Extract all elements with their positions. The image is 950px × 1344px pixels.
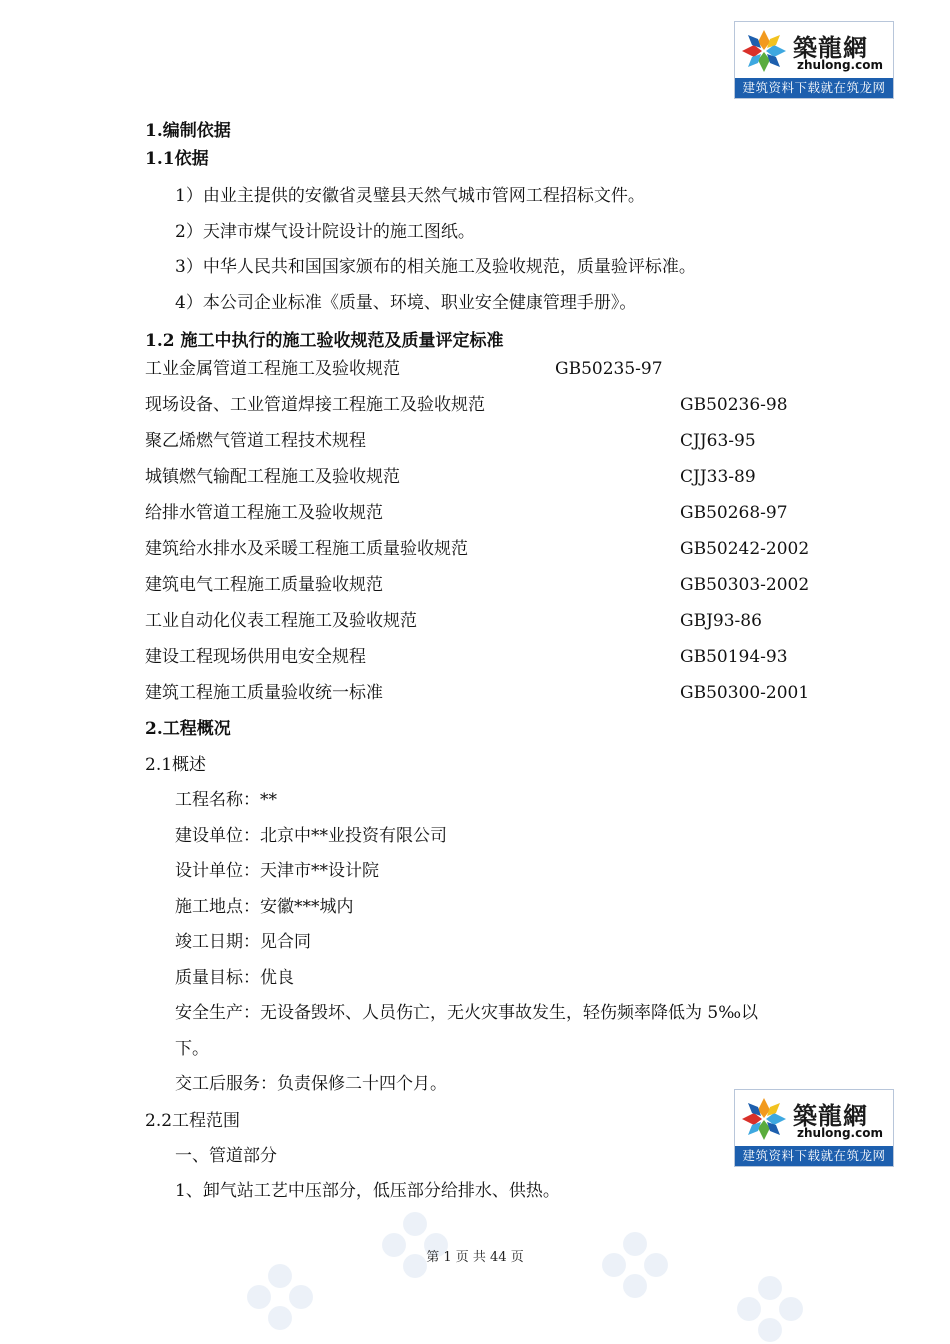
standard-code: CJJ63-95 (680, 431, 756, 451)
zhulong-flower-icon (739, 1096, 789, 1142)
overview-line: 工程名称：** (175, 790, 277, 810)
standard-row (145, 603, 825, 639)
section-2-title: 2.工程概况 (145, 719, 231, 739)
logo-slogan: 建筑资料下载就在筑龙网 (735, 1146, 893, 1166)
standard-row (145, 495, 825, 531)
basis-item: 3）中华人民共和国国家颁布的相关施工及验收规范，质量验评标准。 (175, 257, 696, 277)
standard-code: GBJ93-86 (680, 611, 762, 631)
page-footer: 第 1 页 共 44 页 (426, 1250, 524, 1265)
standard-name: 城镇燃气输配工程施工及验收规范 (145, 467, 400, 487)
watermark-flower-icon (380, 1210, 450, 1280)
basis-item: 1）由业主提供的安徽省灵璧县天然气城市管网工程招标文件。 (175, 186, 645, 206)
section-2-1-title: 2.1概述 (145, 755, 207, 775)
overview-line: 竣工日期：见合同 (175, 932, 311, 952)
watermark-flower-icon (735, 1274, 805, 1344)
overview-line: 设计单位：天津市**设计院 (175, 861, 379, 881)
watermark-flower-icon (245, 1262, 315, 1332)
overview-line: 质量目标：优良 (175, 967, 294, 988)
watermark-flower-icon (600, 1230, 670, 1300)
standard-code: CJJ33-89 (680, 467, 756, 487)
standard-name: 工业自动化仪表工程施工及验收规范 (145, 611, 417, 631)
logo-brand-text: 築龍網 (793, 33, 868, 62)
overview-line: 施工地点：安徽***城内 (175, 896, 354, 917)
section-1-1-title: 1.1依据 (145, 149, 209, 169)
logo-brand-text: 築龍網 (793, 1101, 868, 1130)
standard-name: 建设工程现场供用电安全规程 (145, 647, 366, 667)
zhulong-flower-icon (739, 28, 789, 74)
logo-site-url: zhulong.com (797, 1126, 883, 1140)
scope-part: 一、管道部分 (175, 1145, 277, 1166)
standard-name: 现场设备、工业管道焊接工程施工及验收规范 (145, 395, 485, 415)
standard-name: 建筑工程施工质量验收统一标准 (145, 683, 383, 703)
standard-row (145, 567, 825, 603)
standards-list (145, 351, 825, 711)
standard-code: GB50236-98 (680, 395, 788, 415)
standard-name: 建筑给水排水及采暖工程施工质量验收规范 (145, 539, 468, 559)
section-2-2-title: 2.2工程范围 (145, 1110, 241, 1131)
service-line: 交工后服务：负责保修二十四个月。 (175, 1074, 447, 1094)
standard-row (145, 531, 825, 567)
standard-row (145, 387, 825, 423)
standard-code: GB50268-97 (680, 503, 788, 523)
document-body (145, 117, 825, 1210)
logo-site-url: zhulong.com (797, 58, 883, 72)
overview-line: 建设单位：北京中**业投资有限公司 (175, 825, 447, 846)
logo-slogan: 建筑资料下载就在筑龙网 (735, 78, 893, 98)
zhulong-logo-top (734, 21, 894, 99)
basis-item: 4）本公司企业标准《质量、环境、职业安全健康管理手册》。 (175, 292, 637, 313)
standard-row (145, 639, 825, 675)
standard-name: 给排水管道工程施工及验收规范 (145, 503, 383, 523)
zhulong-logo-bottom (734, 1089, 894, 1167)
safety-line: 安全生产：无设备毁坏、人员伤亡，无火灾事故发生，轻伤频率降低为 5‰以 (175, 1003, 759, 1023)
standard-row (145, 423, 825, 459)
standard-code: GB50303-2002 (680, 575, 810, 595)
standard-name: 工业金属管道工程施工及验收规范 (145, 359, 400, 379)
section-1-2-title: 1.2 施工中执行的施工验收规范及质量评定标准 (145, 331, 504, 351)
standard-name: 聚乙烯燃气管道工程技术规程 (145, 431, 366, 451)
basis-item: 2）天津市煤气设计院设计的施工图纸。 (175, 221, 475, 242)
scope-item: 1、卸气站工艺中压部分，低压部分给排水、供热。 (175, 1181, 560, 1201)
safety-line-continued: 下。 (175, 1038, 209, 1059)
standard-code: GB50235-97 (555, 359, 663, 379)
standard-code: GB50194-93 (680, 647, 788, 667)
standard-code: GB50300-2001 (680, 683, 810, 703)
standard-row (145, 459, 825, 495)
standard-row (145, 351, 825, 387)
section-1-title: 1.编制依据 (145, 121, 231, 141)
standard-row (145, 675, 825, 711)
standard-name: 建筑电气工程施工质量验收规范 (145, 575, 383, 595)
standard-code: GB50242-2002 (680, 539, 810, 559)
